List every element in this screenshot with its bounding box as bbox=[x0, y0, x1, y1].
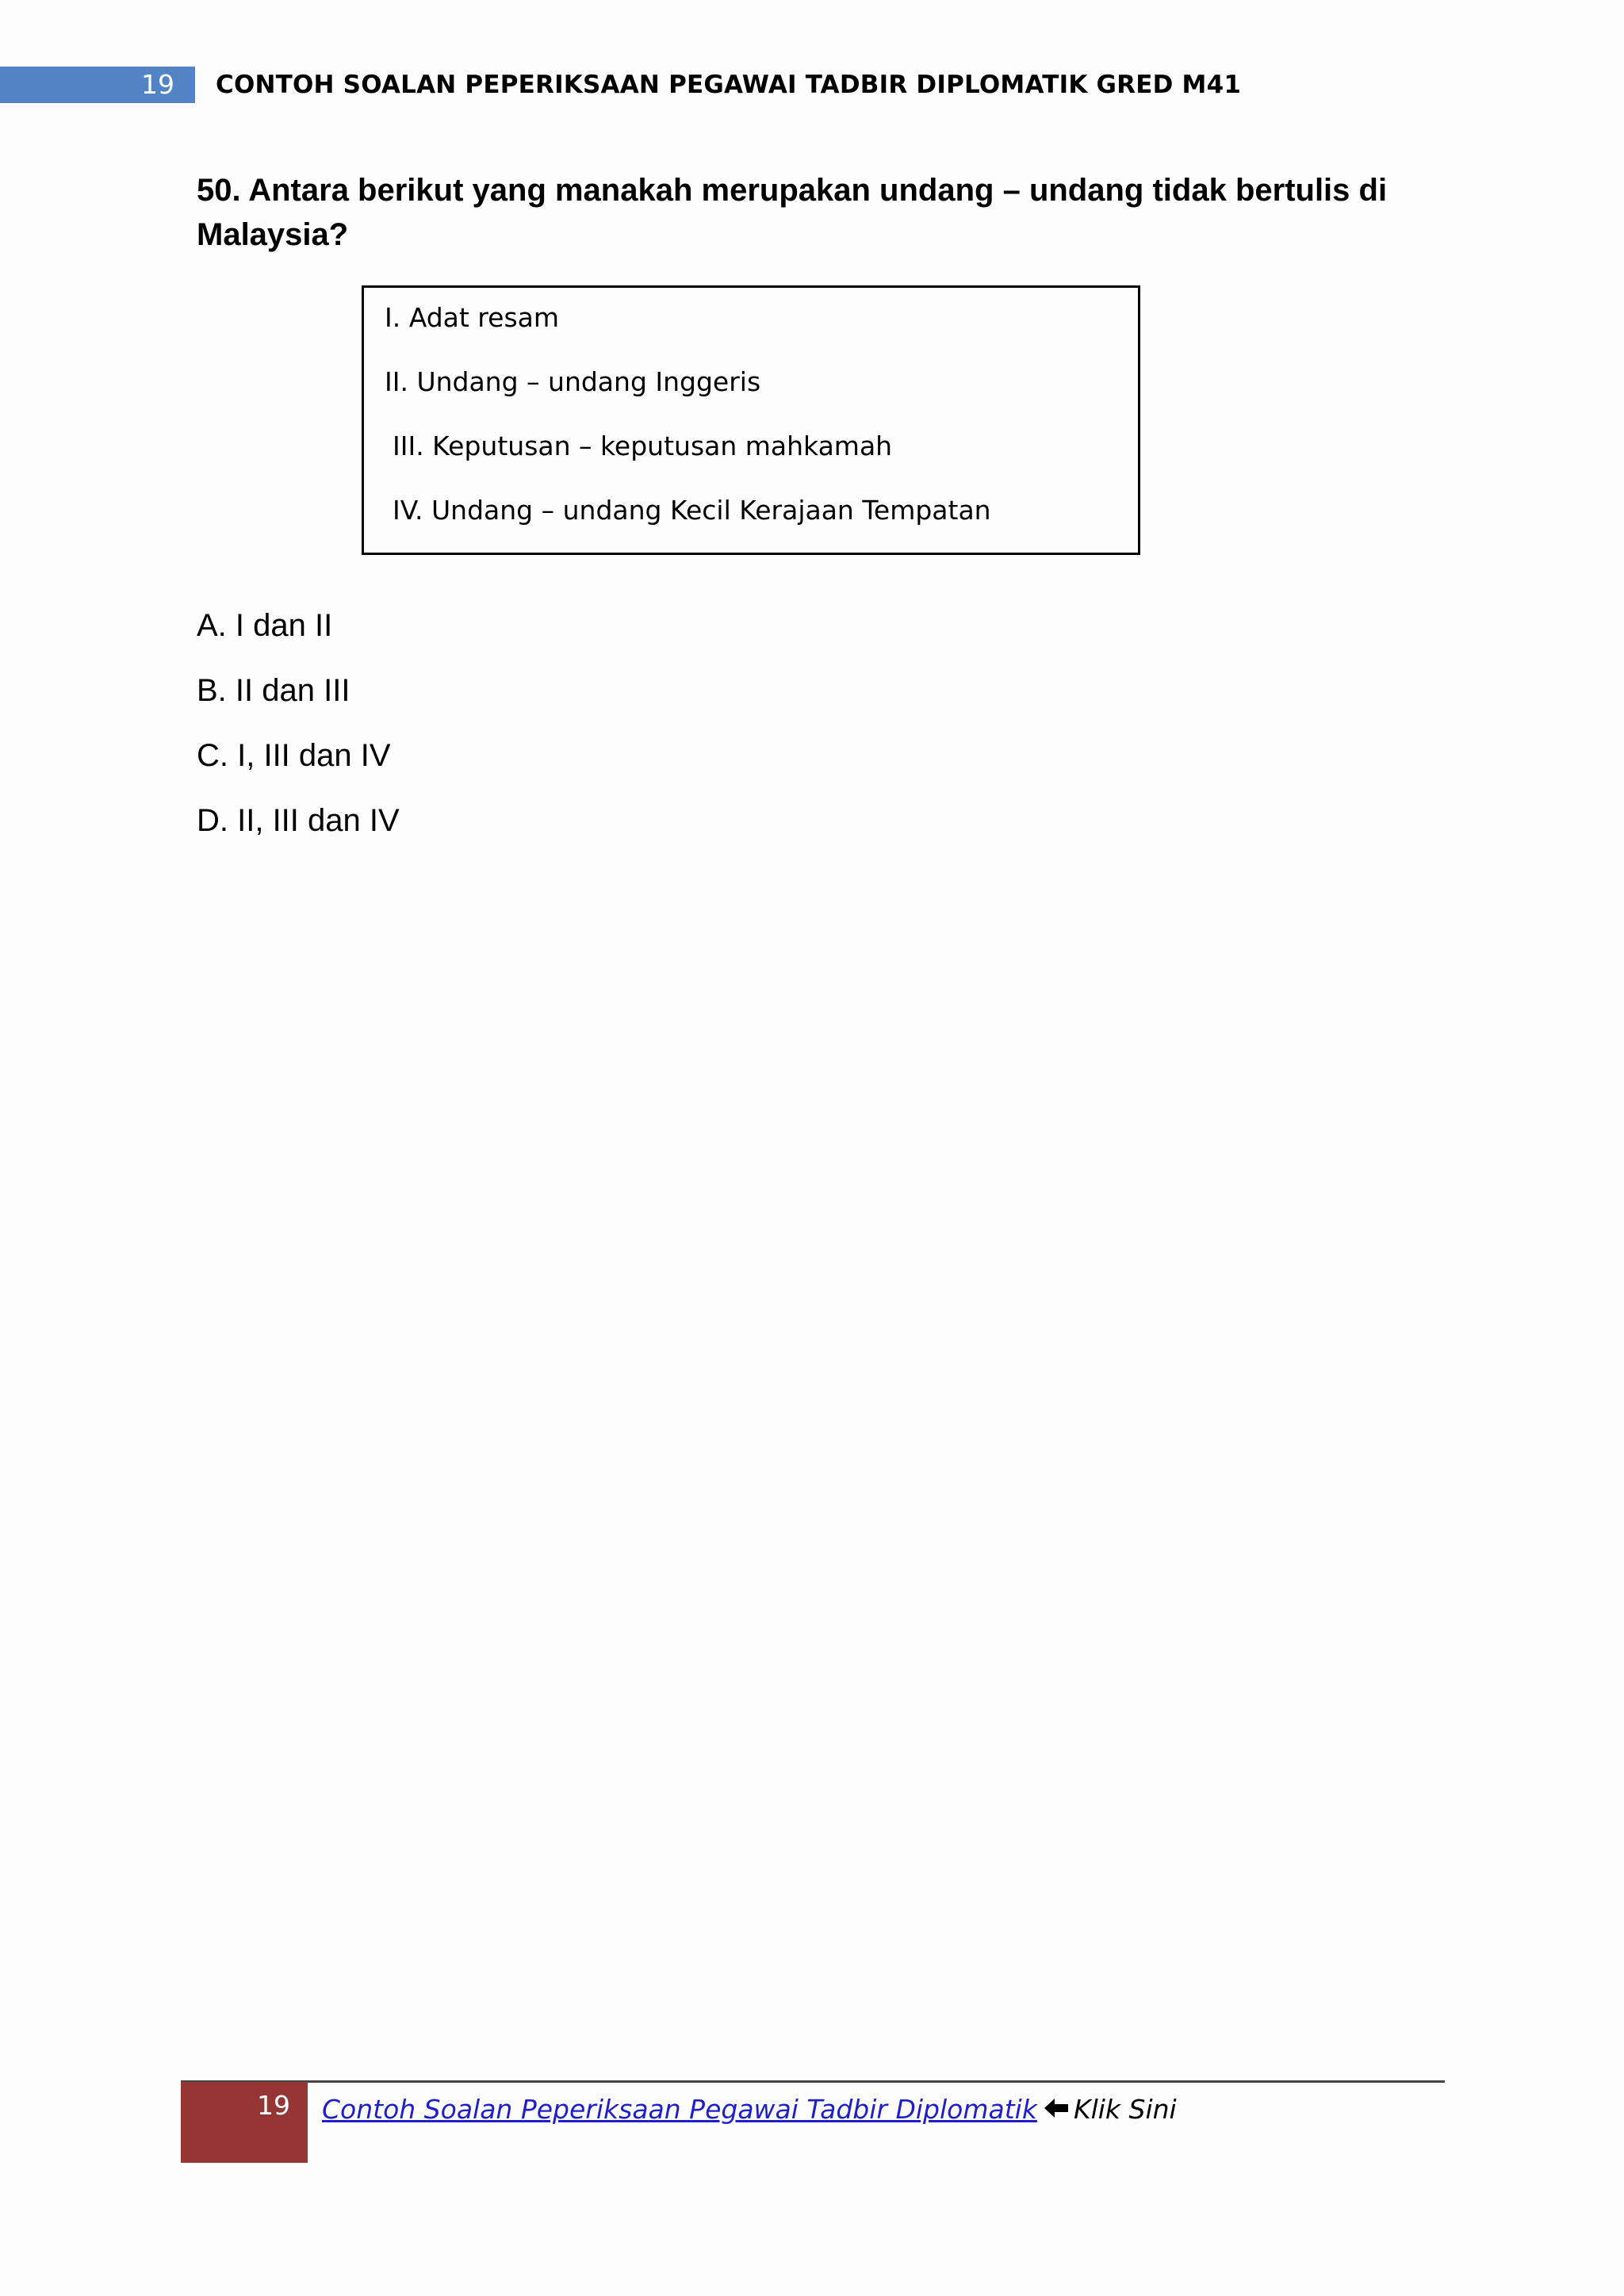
statement-item-3: III. Keputusan – keputusan mahkamah bbox=[393, 430, 893, 461]
statement-box bbox=[362, 285, 1140, 555]
left-arrow-icon bbox=[1042, 2091, 1071, 2131]
page-header bbox=[0, 67, 1624, 111]
statement-item-2: II. Undang – undang Inggeris bbox=[385, 366, 761, 397]
answer-option-d: D. II, III dan IV bbox=[197, 803, 400, 838]
header-title: CONTOH SOALAN PEPERIKSAAN PEGAWAI TADBIR DIPLOMATIK GRED M41 bbox=[216, 71, 1242, 99]
answer-option-a: A. I dan II bbox=[197, 608, 333, 643]
footer-page-number: 19 bbox=[181, 2082, 308, 2163]
footer-divider bbox=[181, 2080, 1445, 2083]
footer bbox=[322, 2090, 1177, 2131]
answer-option-c: C. I, III dan IV bbox=[197, 738, 391, 773]
question-text: 50. Antara berikut yang manakah merupakan undang – undang tidak bertulis di Malaysia? bbox=[197, 173, 1388, 252]
statement-item-1: I. Adat resam bbox=[385, 302, 560, 333]
answer-option-b: B. II dan III bbox=[197, 673, 350, 708]
answer-options bbox=[197, 601, 400, 861]
header-page-number: 19 bbox=[0, 67, 195, 103]
statement-item-4: IV. Undang – undang Kecil Kerajaan Tempatan bbox=[393, 495, 991, 526]
footer-link[interactable]: Contoh Soalan Peperiksaan Pegawai Tadbir Diplomatik bbox=[322, 2094, 1037, 2125]
footer-cta[interactable]: Klik Sini bbox=[1073, 2094, 1177, 2125]
